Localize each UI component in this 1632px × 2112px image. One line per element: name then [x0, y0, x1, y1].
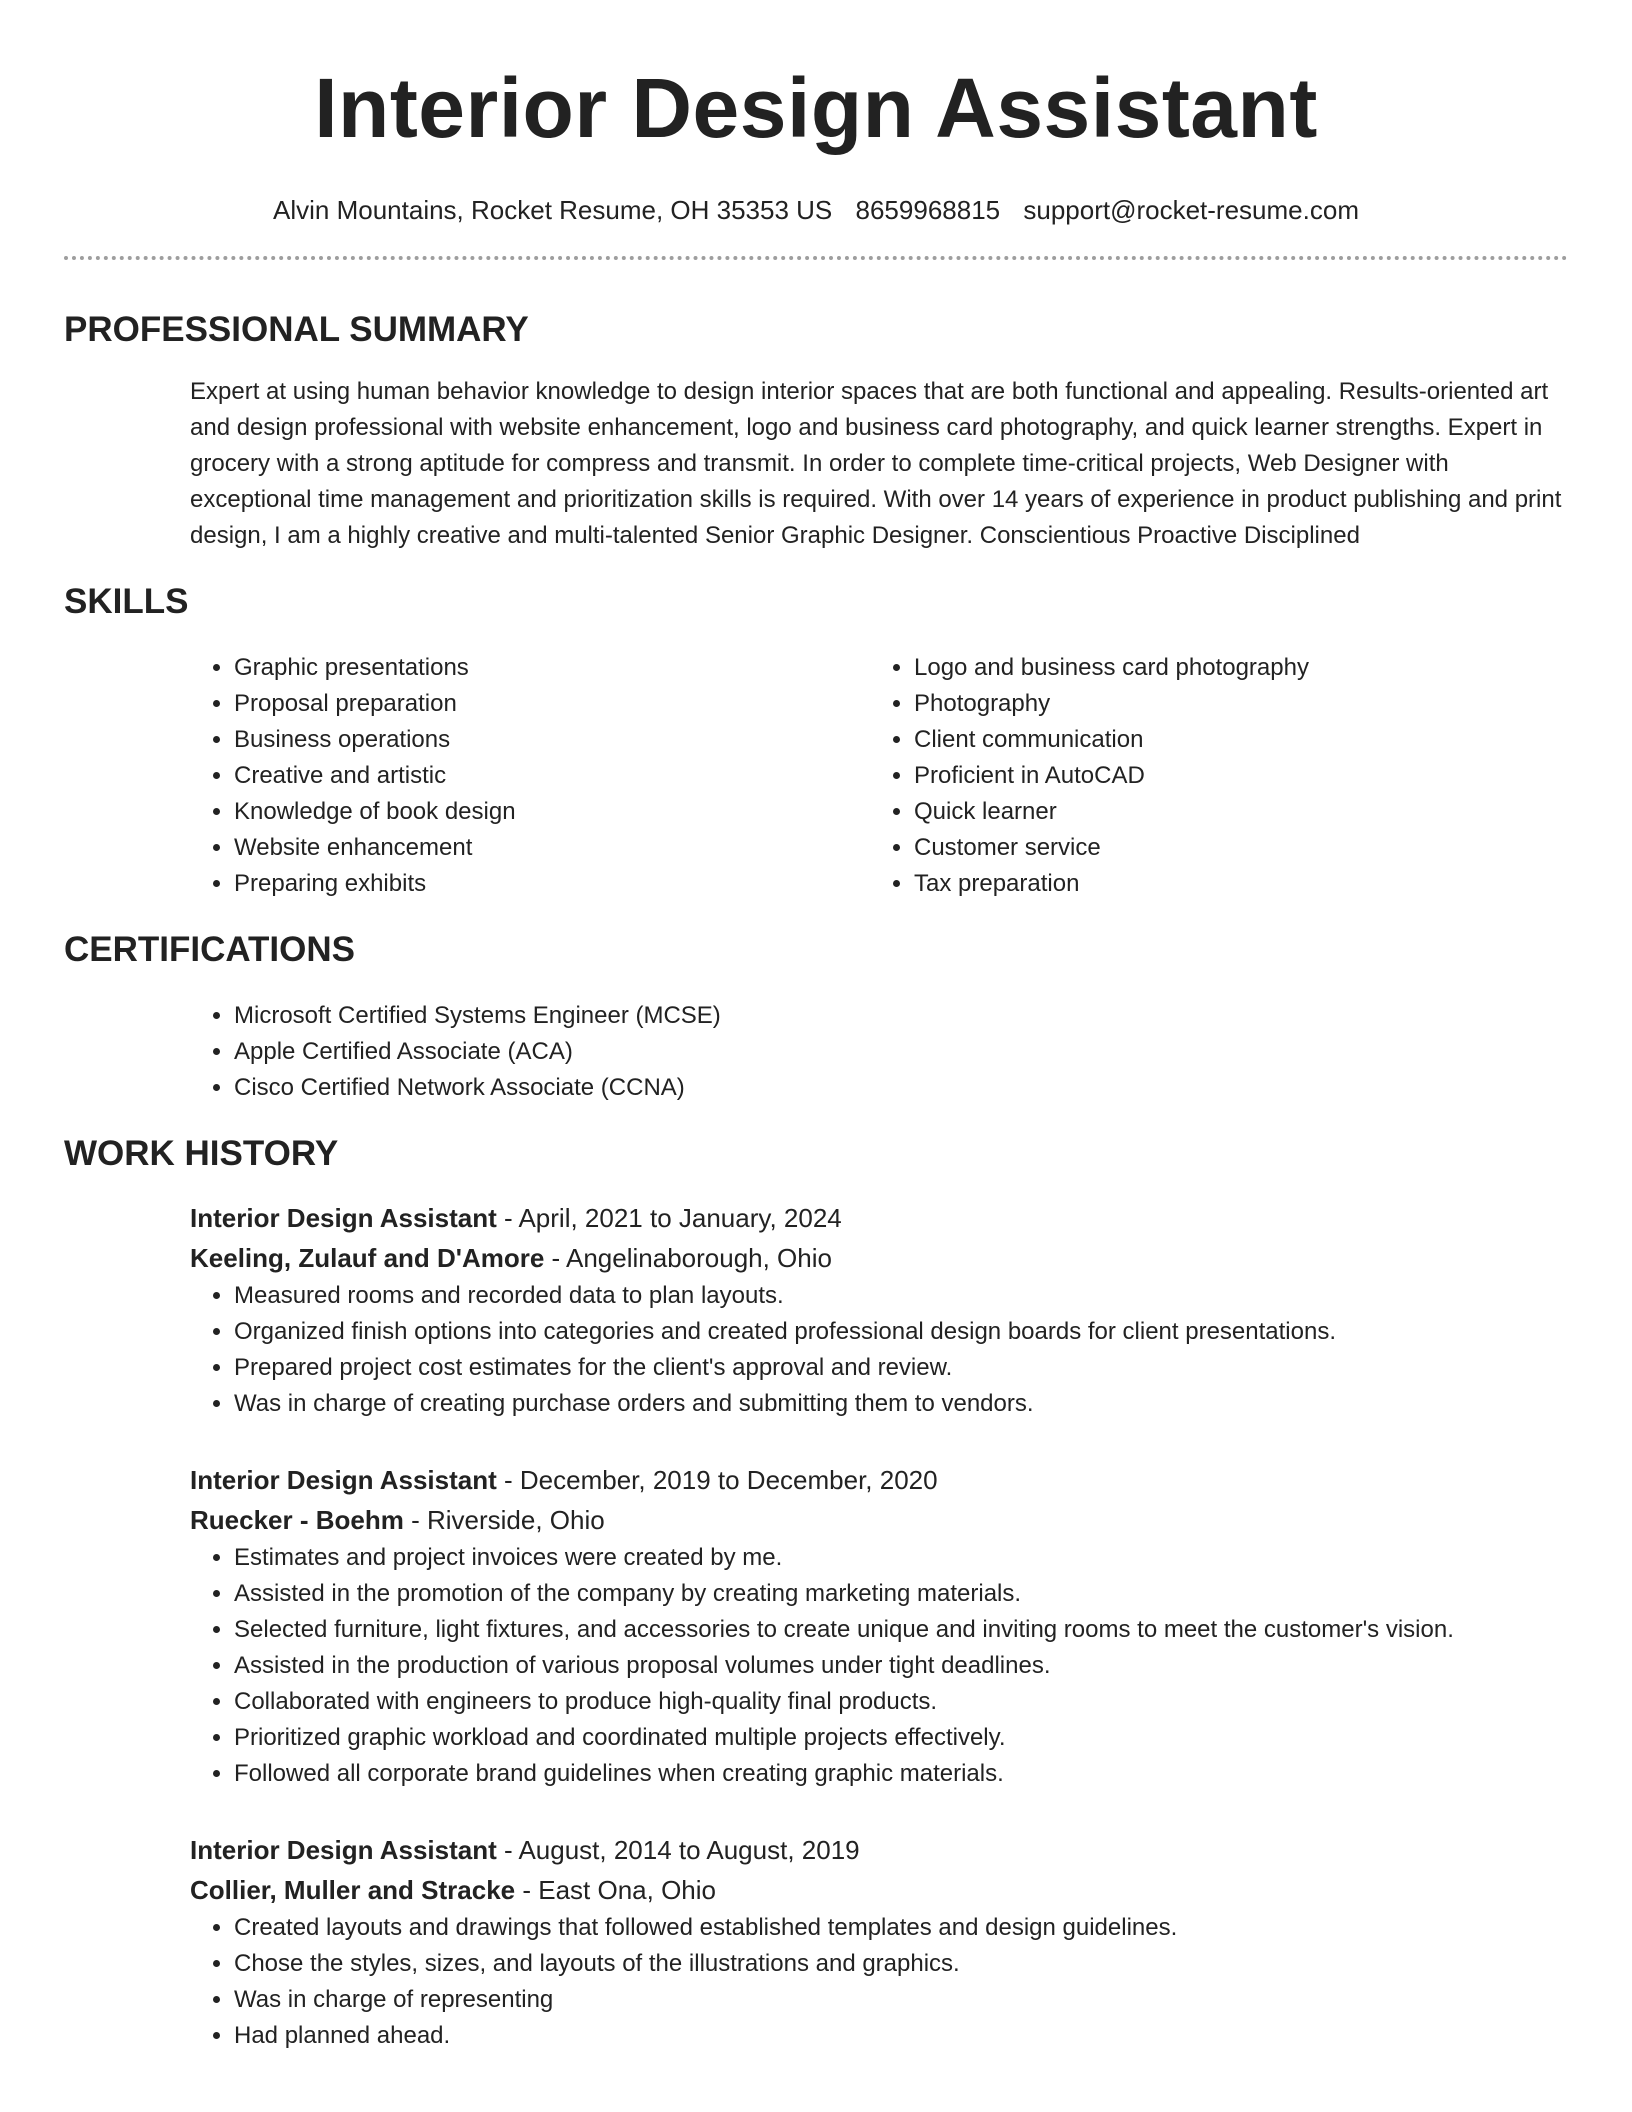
job-company-line — [190, 1238, 1568, 1278]
list-item: • Proposal preparation — [234, 686, 870, 722]
job-entry — [190, 1460, 1568, 1792]
skills-grid — [190, 650, 1568, 902]
job-location: - Angelinaborough, Ohio — [544, 1243, 832, 1273]
job-dates: - December, 2019 to December, 2020 — [496, 1465, 938, 1495]
job-dates: - August, 2014 to August, 2019 — [496, 1835, 860, 1865]
list-item: • Business operations — [234, 722, 870, 758]
job-company: Keeling, Zulauf and D'Amore — [190, 1243, 545, 1273]
job-location: - Riverside, Ohio — [403, 1505, 605, 1535]
job-bullet: • Assisted in the production of various proposal volumes under tight deadlines. — [234, 1648, 1568, 1684]
work-section — [64, 1132, 1568, 2054]
certifications-body — [190, 998, 1568, 1106]
list-item: • Logo and business card photography — [914, 650, 1550, 686]
list-item: • Graphic presentations — [234, 650, 870, 686]
list-item: • Proficient in AutoCAD — [914, 758, 1550, 794]
skills-section — [64, 580, 1568, 902]
skills-title: SKILLS — [64, 582, 189, 621]
certifications-section — [64, 928, 1568, 1106]
job-company: Collier, Muller and Stracke — [190, 1875, 516, 1905]
job-bullet: • Estimates and project invoices were created by me. — [234, 1540, 1568, 1576]
job-entry — [190, 1830, 1568, 2054]
list-item: • Knowledge of book design — [234, 794, 870, 830]
contact-line — [64, 194, 1568, 226]
job-bullet: • Selected furniture, light fixtures, and accessories to create unique and inviting rooms to meet the customer's vision. — [234, 1612, 1568, 1648]
job-entry — [190, 1198, 1568, 1422]
work-jobs — [190, 1198, 1568, 2054]
summary-section — [64, 308, 1568, 554]
job-role: Interior Design Assistant — [190, 1835, 497, 1865]
certifications-list — [190, 998, 1568, 1106]
job-bullet: • Organized finish options into categories and created professional design boards for client presentations. — [234, 1314, 1568, 1350]
job-location: - East Ona, Ohio — [515, 1875, 716, 1905]
summary-title: PROFESSIONAL SUMMARY — [64, 310, 529, 349]
header-divider — [64, 256, 1568, 260]
job-bullet: • Created layouts and drawings that followed established templates and design guidelines. — [234, 1910, 1568, 1946]
list-item: • Website enhancement — [234, 830, 870, 866]
list-item: • Client communication — [914, 722, 1550, 758]
list-item: • Customer service — [914, 830, 1550, 866]
summary-text: Expert at using human behavior knowledge to design interior spaces that are both functional and appealing. Results-oriented art and design professional with website enhancement, logo and business card photography, and quick learner strengths. Expert in grocery with a strong aptitude for compress and transmit. In order to complete time-critical projects, Web Designer with exceptional time management and prioritization skills is required. With over 14 years of experience in product publishing and print design, I am a highly creative and multi-talented Senior Graphic Designer. Conscientious Proactive Disciplined — [190, 378, 1562, 549]
list-item: • Cisco Certified Network Associate (CCNA) — [234, 1070, 1568, 1106]
job-role: Interior Design Assistant — [190, 1465, 497, 1495]
skills-column-left — [190, 650, 870, 902]
address-text: Alvin Mountains, Rocket Resume, OH 35353 US — [273, 195, 833, 225]
job-bullet: • Was in charge of representing — [234, 1982, 1568, 2018]
job-title-line — [190, 1460, 1568, 1500]
job-title-line — [190, 1830, 1568, 1870]
job-bullets — [190, 1910, 1568, 2054]
job-bullet: • Prepared project cost estimates for the client's approval and review. — [234, 1350, 1568, 1386]
job-bullet: • Followed all corporate brand guidelines when creating graphic materials. — [234, 1756, 1568, 1792]
email-text: support@rocket-resume.com — [1023, 195, 1359, 225]
job-bullet: • Had planned ahead. — [234, 2018, 1568, 2054]
certifications-title: CERTIFICATIONS — [64, 930, 356, 969]
job-bullet: • Assisted in the promotion of the company by creating marketing materials. — [234, 1576, 1568, 1612]
list-item: • Preparing exhibits — [234, 866, 870, 902]
job-role: Interior Design Assistant — [190, 1203, 497, 1233]
job-bullet: • Prioritized graphic workload and coordinated multiple projects effectively. — [234, 1720, 1568, 1756]
job-bullet: • Chose the styles, sizes, and layouts of the illustrations and graphics. — [234, 1946, 1568, 1982]
resume-name: Interior Design Assistant — [314, 61, 1318, 155]
list-item: • Creative and artistic — [234, 758, 870, 794]
list-item: • Quick learner — [914, 794, 1550, 830]
job-bullet: • Was in charge of creating purchase orders and submitting them to vendors. — [234, 1386, 1568, 1422]
job-company-line — [190, 1500, 1568, 1540]
job-bullets — [190, 1278, 1568, 1422]
skills-list-right — [870, 650, 1550, 902]
phone-text: 8659968815 — [855, 195, 1001, 225]
job-dates: - April, 2021 to January, 2024 — [496, 1203, 842, 1233]
job-title-line — [190, 1198, 1568, 1238]
skills-column-right — [870, 650, 1550, 902]
job-bullet: • Collaborated with engineers to produce high-quality final products. — [234, 1684, 1568, 1720]
skills-list-left — [190, 650, 870, 902]
work-title: WORK HISTORY — [64, 1134, 339, 1173]
list-item: • Photography — [914, 686, 1550, 722]
job-company: Ruecker - Boehm — [190, 1505, 404, 1535]
job-bullets — [190, 1540, 1568, 1792]
job-bullet: • Measured rooms and recorded data to plan layouts. — [234, 1278, 1568, 1314]
list-item: • Apple Certified Associate (ACA) — [234, 1034, 1568, 1070]
list-item: • Microsoft Certified Systems Engineer (MCSE) — [234, 998, 1568, 1034]
list-item: • Tax preparation — [914, 866, 1550, 902]
job-company-line — [190, 1870, 1568, 1910]
